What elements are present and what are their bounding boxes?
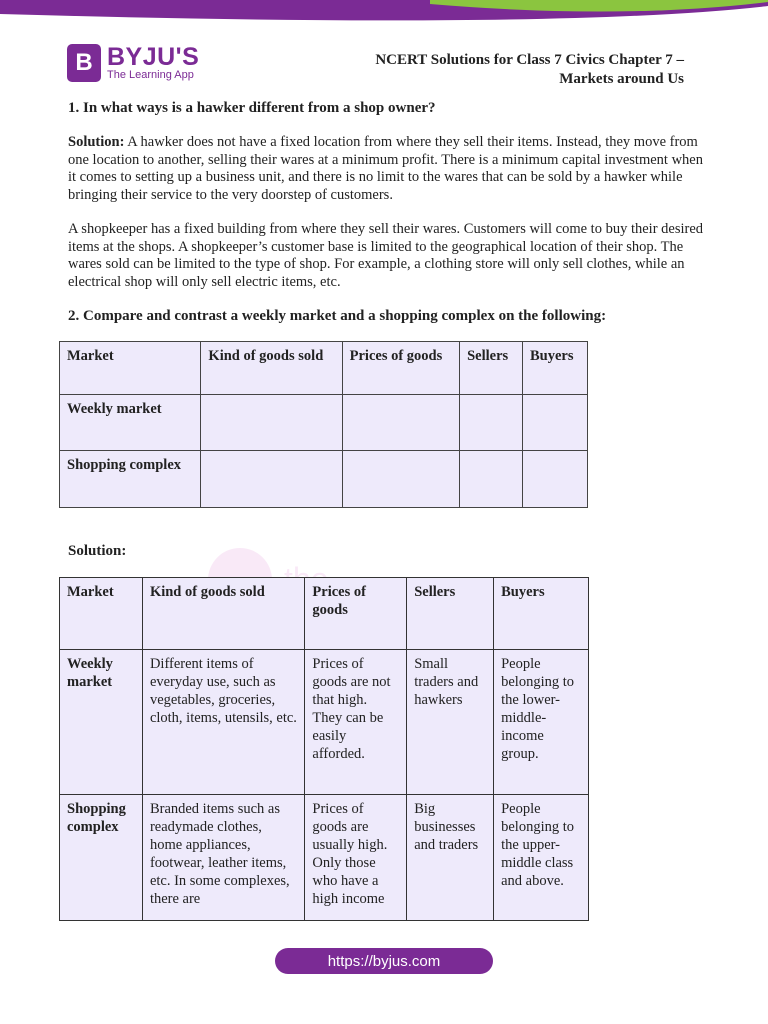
header-cell: Buyers bbox=[523, 342, 588, 395]
table-cell: Big businesses and traders bbox=[407, 795, 494, 921]
header-cell: Prices of goods bbox=[305, 578, 407, 650]
row-label: Weekly market bbox=[60, 395, 201, 451]
header-cell: Kind of goods sold bbox=[201, 342, 342, 395]
question-1: 1. In what ways is a hawker different from a shop owner? bbox=[68, 100, 436, 116]
table-cell: Different items of everyday use, such as vegetables, groceries, cloth, items, utensils, etc. bbox=[142, 650, 304, 795]
question-table bbox=[59, 341, 588, 508]
header-cell: Market bbox=[60, 342, 201, 395]
table-cell: People belonging to the lower-middle-income group. bbox=[494, 650, 589, 795]
row-label: Shopping complex bbox=[60, 795, 143, 921]
footer-url-link[interactable]: https://byjus.com bbox=[275, 948, 493, 974]
row-label: Weekly market bbox=[60, 650, 143, 795]
table-row bbox=[60, 650, 589, 795]
q2-solution-label: Solution: bbox=[68, 543, 127, 559]
top-banner bbox=[0, 0, 768, 24]
q1-solution-para1: Solution: A hawker does not have a fixed location from where they sell their items. Instead, they move from one location to another, selling their wares at a minimum profit. There is a minimum capital investment when it comes to setting up a business unit, and there is no limit to the wares that can be sold by a hawker while bringing their service to the very doorstep of customers. bbox=[68, 134, 703, 203]
header-cell: Kind of goods sold bbox=[142, 578, 304, 650]
table-cell: Prices of goods are usually high. Only those who have a high income bbox=[305, 795, 407, 921]
header-cell: Buyers bbox=[494, 578, 589, 650]
byjus-logo bbox=[67, 44, 199, 82]
table-row bbox=[60, 795, 589, 921]
table-cell: People belonging to the upper-middle class and above. bbox=[494, 795, 589, 921]
header-cell: Sellers bbox=[407, 578, 494, 650]
row-label: Shopping complex bbox=[60, 451, 201, 508]
table-cell: Prices of goods are not that high. They can be easily afforded. bbox=[305, 650, 407, 795]
brand-name: BYJU'S bbox=[107, 42, 200, 71]
document-title: NCERT Solutions for Class 7 Civics Chapter 7 – Markets around Us bbox=[375, 52, 684, 87]
header-cell: Sellers bbox=[460, 342, 523, 395]
q1-solution-para2: A shopkeeper has a fixed building from where they sell their wares. Customers will come to buy their desired items at the shops. A shopkeeper’s customer base is limited to the geographical location of their shop. The wares sold can be limited to the type of shop. For example, a clothing store will only sell clothes, while an electrical shop will only sell electric items, etc. bbox=[68, 221, 704, 290]
question-2: 2. Compare and contrast a weekly market and a shopping complex on the following: bbox=[68, 308, 607, 324]
answer-table bbox=[59, 577, 589, 921]
logo-b-icon: B bbox=[67, 44, 101, 82]
header-cell: Market bbox=[60, 578, 143, 650]
brand-tagline: The Learning App bbox=[107, 68, 194, 81]
table-cell: Branded items such as readymade clothes, home appliances, footwear, leather items, etc. In some complexes, there are bbox=[142, 795, 304, 921]
header-cell: Prices of goods bbox=[342, 342, 459, 395]
table-cell: Small traders and hawkers bbox=[407, 650, 494, 795]
